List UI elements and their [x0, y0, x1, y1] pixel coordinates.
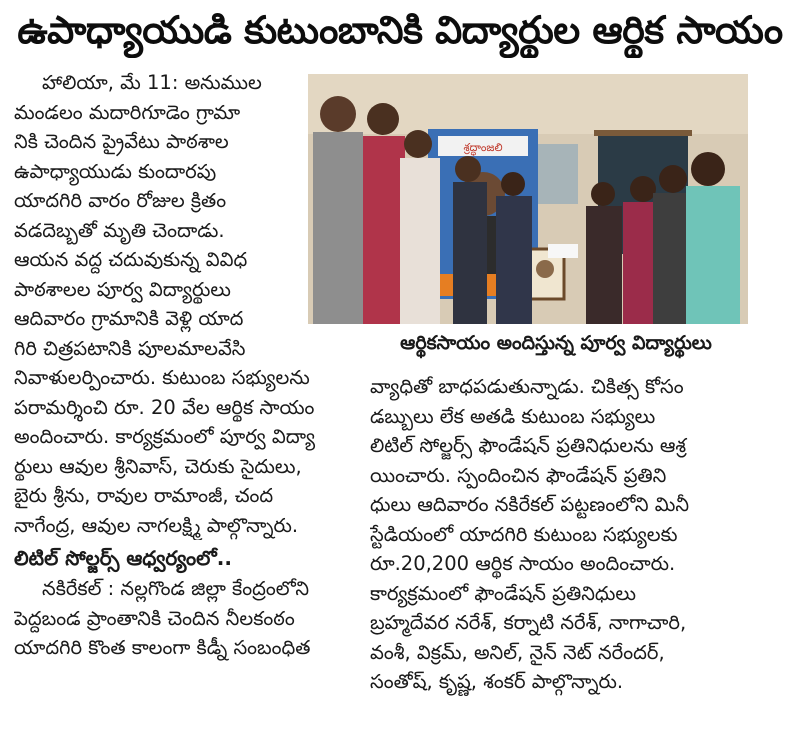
story-line: నికి చెందిన ప్రైవేటు పాఠశాల — [14, 130, 229, 153]
story-line: సంతోష్, కృష్ణ, శంకర్ పాల్గొన్నారు. — [370, 670, 624, 693]
story-line: కార్యక్రమంలో ఫౌండేషన్ ప్రతినిధులు — [370, 581, 636, 605]
story-line: స్టేడియంలో యాదగిరి కుటుంబ సభ్యులకు — [370, 522, 678, 546]
story-line: నాగేంద్ర, ఆవుల నాగలక్ష్మి పాల్గొన్నారు. — [14, 513, 299, 537]
story-line: యాదగిరి కొంత కాలంగా కిడ్నీ సంబంధిత — [14, 636, 311, 659]
story-line: యాదగిరి వారం రోజుల క్రితం — [14, 189, 227, 212]
story-line: అందించారు. కార్యక్రమంలో పూర్వ విద్యా — [14, 425, 316, 448]
story-line: నివాళులర్పించారు. కుటుంబ సభ్యులను — [14, 366, 310, 389]
story-line: బ్రహ్మదేవర నరేశ్, కర్నాటి నరేశ్, నాగాచారి, — [370, 611, 687, 634]
photo-caption: ఆర్థికసాయం అందిస్తున్న పూర్వ విద్యార్థులు — [400, 332, 712, 354]
headline: ఉపాధ్యాయుడి కుటుంబానికి విద్యార్థుల ఆర్థిక సాయం — [17, 8, 783, 52]
story-line: ర్థులు ఆవుల శ్రీనివాస్, చెరుకు సైదులు, — [14, 454, 302, 478]
news-photo — [308, 74, 748, 324]
story-line: లిటిల్ సోల్జర్స్ ఫౌండేషన్ ప్రతినిధులను ఆశ్ర — [370, 434, 687, 457]
story-line: ఉపాధ్యాయుడు కుందారపు — [14, 159, 217, 183]
story-line: పాఠశాలల పూర్వ విద్యార్థులు — [14, 277, 231, 301]
story-line: గిరి చిత్రపటానికి పూలమాలవేసి — [14, 336, 246, 360]
story-line: ఆయన వద్ద చదువుకున్న వివిధ — [14, 248, 248, 271]
story-line: పరామర్శించి రూ. 20 వేల ఆర్థిక సాయం — [14, 395, 315, 419]
story-line: బైరు శ్రీను, రావుల రామాంజీ, చంద — [14, 484, 274, 507]
story-line: రూ.20,200 ఆర్థిక సాయం అందించారు. — [370, 552, 676, 575]
story-line: పెద్దబండ ప్రాంతానికి చెందిన నీలకంఠం — [14, 606, 295, 630]
story-line: డబ్బులు లేక అతడి కుటుంబ సభ్యులు — [370, 404, 656, 428]
story-subhead: లిటిల్ సోల్జర్స్ ఆధ్వర్యంలో.. — [14, 546, 232, 570]
story-line: వడదెబ్బతో మృతి చెందాడు. — [14, 218, 225, 242]
photo-illustration — [308, 74, 748, 324]
story-line: వ్యాధితో బాధపడుతున్నాడు. చికిత్స కోసం — [370, 375, 684, 398]
story-line: మండలం మదారిగూడెం గ్రామా — [14, 100, 241, 124]
story-line: ధులు ఆదివారం నకిరేకల్ పట్టణంలోని మినీ — [370, 493, 690, 516]
story-right-column — [370, 372, 786, 697]
story-line: నకిరేకల్ : నల్లగొండ జిల్లా కేంద్రంలోని — [42, 577, 310, 600]
story-line: ఆదివారం గ్రామానికి వెళ్లి యాద — [14, 307, 244, 330]
story-line: వంశీ, విక్రమ్, అనిల్, నైన్ నెట్ నరేందర్, — [370, 640, 665, 664]
banner-text: శ్రద్ధాంజలి — [463, 141, 503, 154]
story-line: యించారు. స్పందించిన ఫౌండేషన్ ప్రతిని — [370, 463, 667, 487]
story-line: హాలియా, మే 11: అనుముల — [42, 71, 262, 94]
story-left-column — [14, 68, 374, 663]
